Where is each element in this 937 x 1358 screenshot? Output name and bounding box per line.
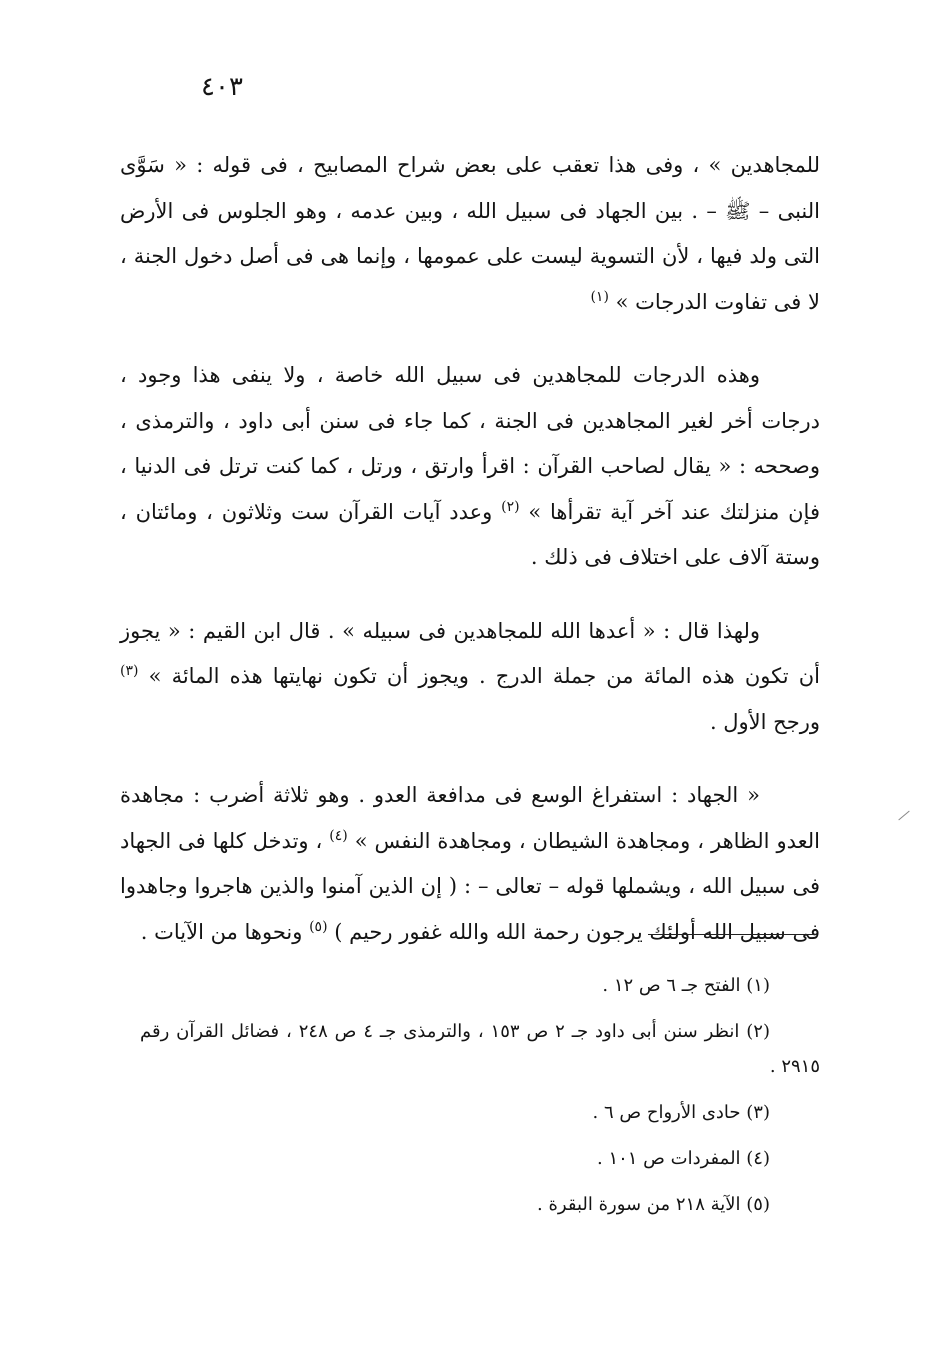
footnote-ref-4[interactable]: (٤) (329, 827, 348, 844)
footnote-ref-1[interactable]: (١) (590, 288, 609, 305)
footnote-2: (٢) انظر سنن أبى داود جـ ٢ ص ١٥٣ ، والترمذى جـ ٤ ص ٢٤٨ ، فضائل القرآن رقم ٢٩١٥ . (140, 1021, 820, 1077)
footnotes (140, 968, 820, 1233)
footnote-separator (648, 934, 816, 935)
footnote-ref-5[interactable]: (٥) (309, 918, 328, 935)
footnote-ref-3[interactable]: (٣) (120, 663, 139, 679)
paragraph-3-text-before: ولهذا قال : « أعدها الله للمجاهدين فى سبيله » . قال ابن القيم : « يجوز أن تكون هذه المائة من جملة الدرج . ويجوز أن تكون نهايتها هذه المائة » (120, 618, 820, 688)
paragraph-4 (120, 773, 820, 955)
paragraph-2-text-before: وهذه الدرجات للمجاهدين فى سبيل الله خاصة ، ولا ينفى هذا وجود ، درجات أخر لغير المجاهدين فى الجنة ، كما جاء فى سنن أبى داود ، والترمذى ، وصححه : « يقال لصاحب القرآن : اقرأ وارتق ، ورتل ، كما كنت ترتل فى الدنيا ، فإن منزلتك عند آخر آية تقرأها » (120, 363, 820, 524)
page-number: ٤٠٣ (201, 72, 243, 102)
paragraph-4-text-middle: ، وتدخل كلها فى الجهاد فى سبيل الله ، ويشملها قوله – تعالى – : ( إن الذين آمنوا والذين هاجروا وجاهدوا فى سبيل الله أولئك يرجون رحمة الله والله غفور رحيم ) (120, 828, 820, 944)
footnote-4: (٤) المفردات ص ١٠١ . (596, 1148, 770, 1169)
footnote-5: (٥) الآية ٢١٨ من سورة البقرة . (537, 1194, 770, 1215)
footnote-3: (٣) حادى الأرواح ص ٦ . (592, 1102, 770, 1123)
paragraph-4-text-before: « الجهاد : استفراغ الوسع فى مدافعة العدو . وهو ثلاثة أضرب : مجاهدة العدو الظاهر ، ومجاهدة الشيطان ، ومجاهدة النفس » (120, 783, 821, 853)
paragraph-1 (120, 143, 820, 325)
margin-mark (898, 811, 909, 821)
paragraph-3 (120, 609, 820, 746)
paragraph-3-text-after: ورجح الأول . (709, 709, 820, 734)
paragraph-2-text-after: وعدد آيات القرآن ست وثلاثون ، ومائتان ، وستة آلاف على اختلاف فى ذلك . (120, 499, 820, 569)
footnote-ref-2[interactable]: (٢) (501, 498, 520, 515)
paragraph-1-text: للمجاهدين » ، وفى هذا تعقب على بعض شراح المصابيح ، فى قوله : « سَوَّى النبى – ﷺ – . بين الجهاد فى سبيل الله ، وبين عدمه ، وهو الجلوس فى الأرض التى ولد فيها ، لأن التسوية ليست على عمومها ، وإنما هى فى أصل دخول الجنة ، لا فى تفاوت الدرجات » (120, 153, 820, 314)
paragraph-2 (120, 353, 820, 581)
main-text (120, 143, 820, 983)
paragraph-4-text-after: ونحوها من الآيات . (140, 919, 303, 944)
footnote-1: (١) الفتح جـ ٦ ص ١٢ . (602, 975, 770, 996)
